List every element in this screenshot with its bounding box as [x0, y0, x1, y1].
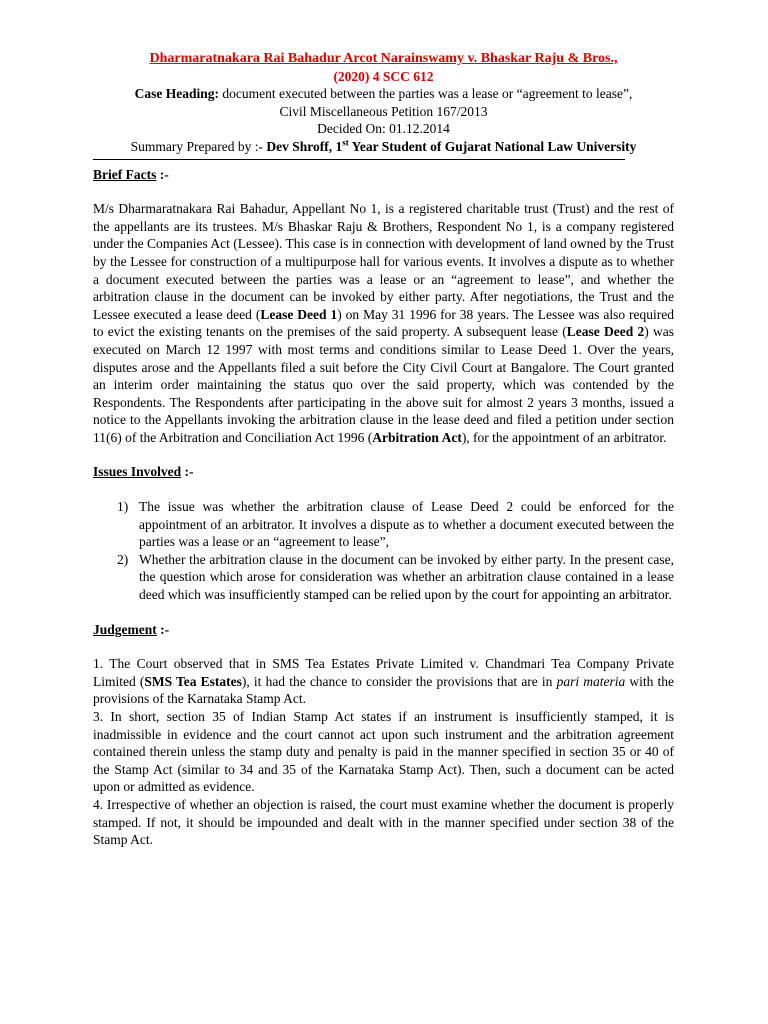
issue-number: 1) [117, 499, 129, 515]
case-citation: (2020) 4 SCC 612 [333, 68, 434, 84]
case-heading-text: document executed between the parties was a lease or “agreement to lease”, [218, 86, 633, 102]
petition-number: Civil Miscellaneous Petition 167/2013 [279, 103, 488, 119]
issue-text: The issue was whether the arbitration clause of Lease Deed 2 could be enforced for the appointment of an arbitrator. It involves a dispute as to whether a document executed between the parties was a lease or an “agreement to lease”, [139, 499, 674, 550]
sms-tea-estates-term: SMS Tea Estates [144, 673, 242, 689]
case-header [93, 50, 674, 156]
judgement-heading: Judgement :- [93, 621, 170, 637]
divider-line [93, 159, 625, 160]
case-heading-label: Case Heading: [134, 86, 219, 102]
judgement-point-4: 4. Irrespective of whether an objection is raised, the court must examine whether the document is properly stamped. If not, it should be impounded and dealt with in the manner specified under section 38 of the Stamp Act. [93, 796, 674, 848]
issues-heading: Issues Involved :- [93, 464, 194, 480]
brief-facts-heading: Brief Facts :- [93, 166, 169, 182]
summary-author: Dev Shroff, 1st Year Student of Gujarat National Law University [262, 137, 637, 154]
judgement-point-3: 3. In short, section 35 of Indian Stamp Act states if an instrument is insufficiently stamped, it is inadmissible in evidence and the court cannot act upon such instrument and the arbitration agreement contained therein unless the stamp duty and penalty is paid in the manner specified in section 35 or 40 of the Stamp Act (similar to 34 and 35 of the Karnataka Stamp Act). Then, such a document can be acted upon or admitted as evidence. [93, 709, 674, 795]
summary-prefix: Summary Prepared by :- [130, 138, 263, 154]
list-item [117, 551, 674, 604]
arbitration-act-term: Arbitration Act [372, 429, 462, 445]
issue-text: Whether the arbitration clause in the document can be invoked by either party. In the present case, the question which arose for consideration was whether an arbitration clause contained in a lease deed which was insufficiently stamped can be relied upon by the court for appointing an arbitrator. [139, 551, 674, 603]
brief-facts-paragraph: M/s Dharmaratnakara Rai Bahadur, Appellant No 1, is a registered charitable trust (Trust) and the rest of the appellants are its trustees. M/s Bhaskar Raju & Brothers, Respondent No 1, is a company registered under the Companies Act (Lessee). This case is in connection with development of land owned by the Trust by the Lessee for construction of a multipurpose hall for various events. It involves a dispute as to whether a document executed between the parties was a lease or an “agreement to lease”, and whether the arbitration clause in the document can be invoked by either party. After negotiations, the Trust and the Lessee executed a lease deed (Lease Deed 1) on May 31 1996 for 38 years. The Lessee was also required to evict the existing tenants on the premises of the said property. A subsequent lease (Lease Deed 2) was executed on March 12 1997 with most terms and conditions similar to Lease Deed 1. Over the years, disputes arose and the Appellants filed a suit before the City Civil Court at Bangalore. The Court granted an interim order maintaining the status quo over the said property, which was contended by the Respondents. The Respondents after participating in the above suit for almost 2 years 3 months, issued a notice to the Appellants invoking the arbitration clause in the lease deed and filed a petition under section 11(6) of the Arbitration and Conciliation Act 1996 (Arbitration Act), for the appointment of an arbitrator. [93, 201, 674, 445]
list-item [117, 498, 674, 551]
lease-deed-2-term: Lease Deed 2 [566, 324, 645, 340]
lease-deed-1-term: Lease Deed 1 [260, 306, 338, 322]
judgement-point-1: 1. The Court observed that in SMS Tea Estates Private Limited v. Chandmari Tea Company Private Limited (SMS Tea Estates), it had the chance to consider the provisions that are in pari materia with the provisions of the Karnataka Stamp Act. [93, 656, 674, 707]
document-body [93, 50, 674, 849]
summary-by [93, 138, 674, 156]
case-title: Dharmaratnakara Rai Bahadur Arcot Narainswamy v. Bhaskar Raju & Bros., [149, 51, 618, 66]
case-heading [93, 85, 674, 103]
pari-materia-term: pari materia [556, 673, 626, 689]
issue-number: 2) [117, 551, 129, 567]
decided-on: Decided On: 01.12.2014 [317, 121, 450, 137]
judgement-section [93, 655, 674, 849]
issues-list [93, 498, 674, 604]
